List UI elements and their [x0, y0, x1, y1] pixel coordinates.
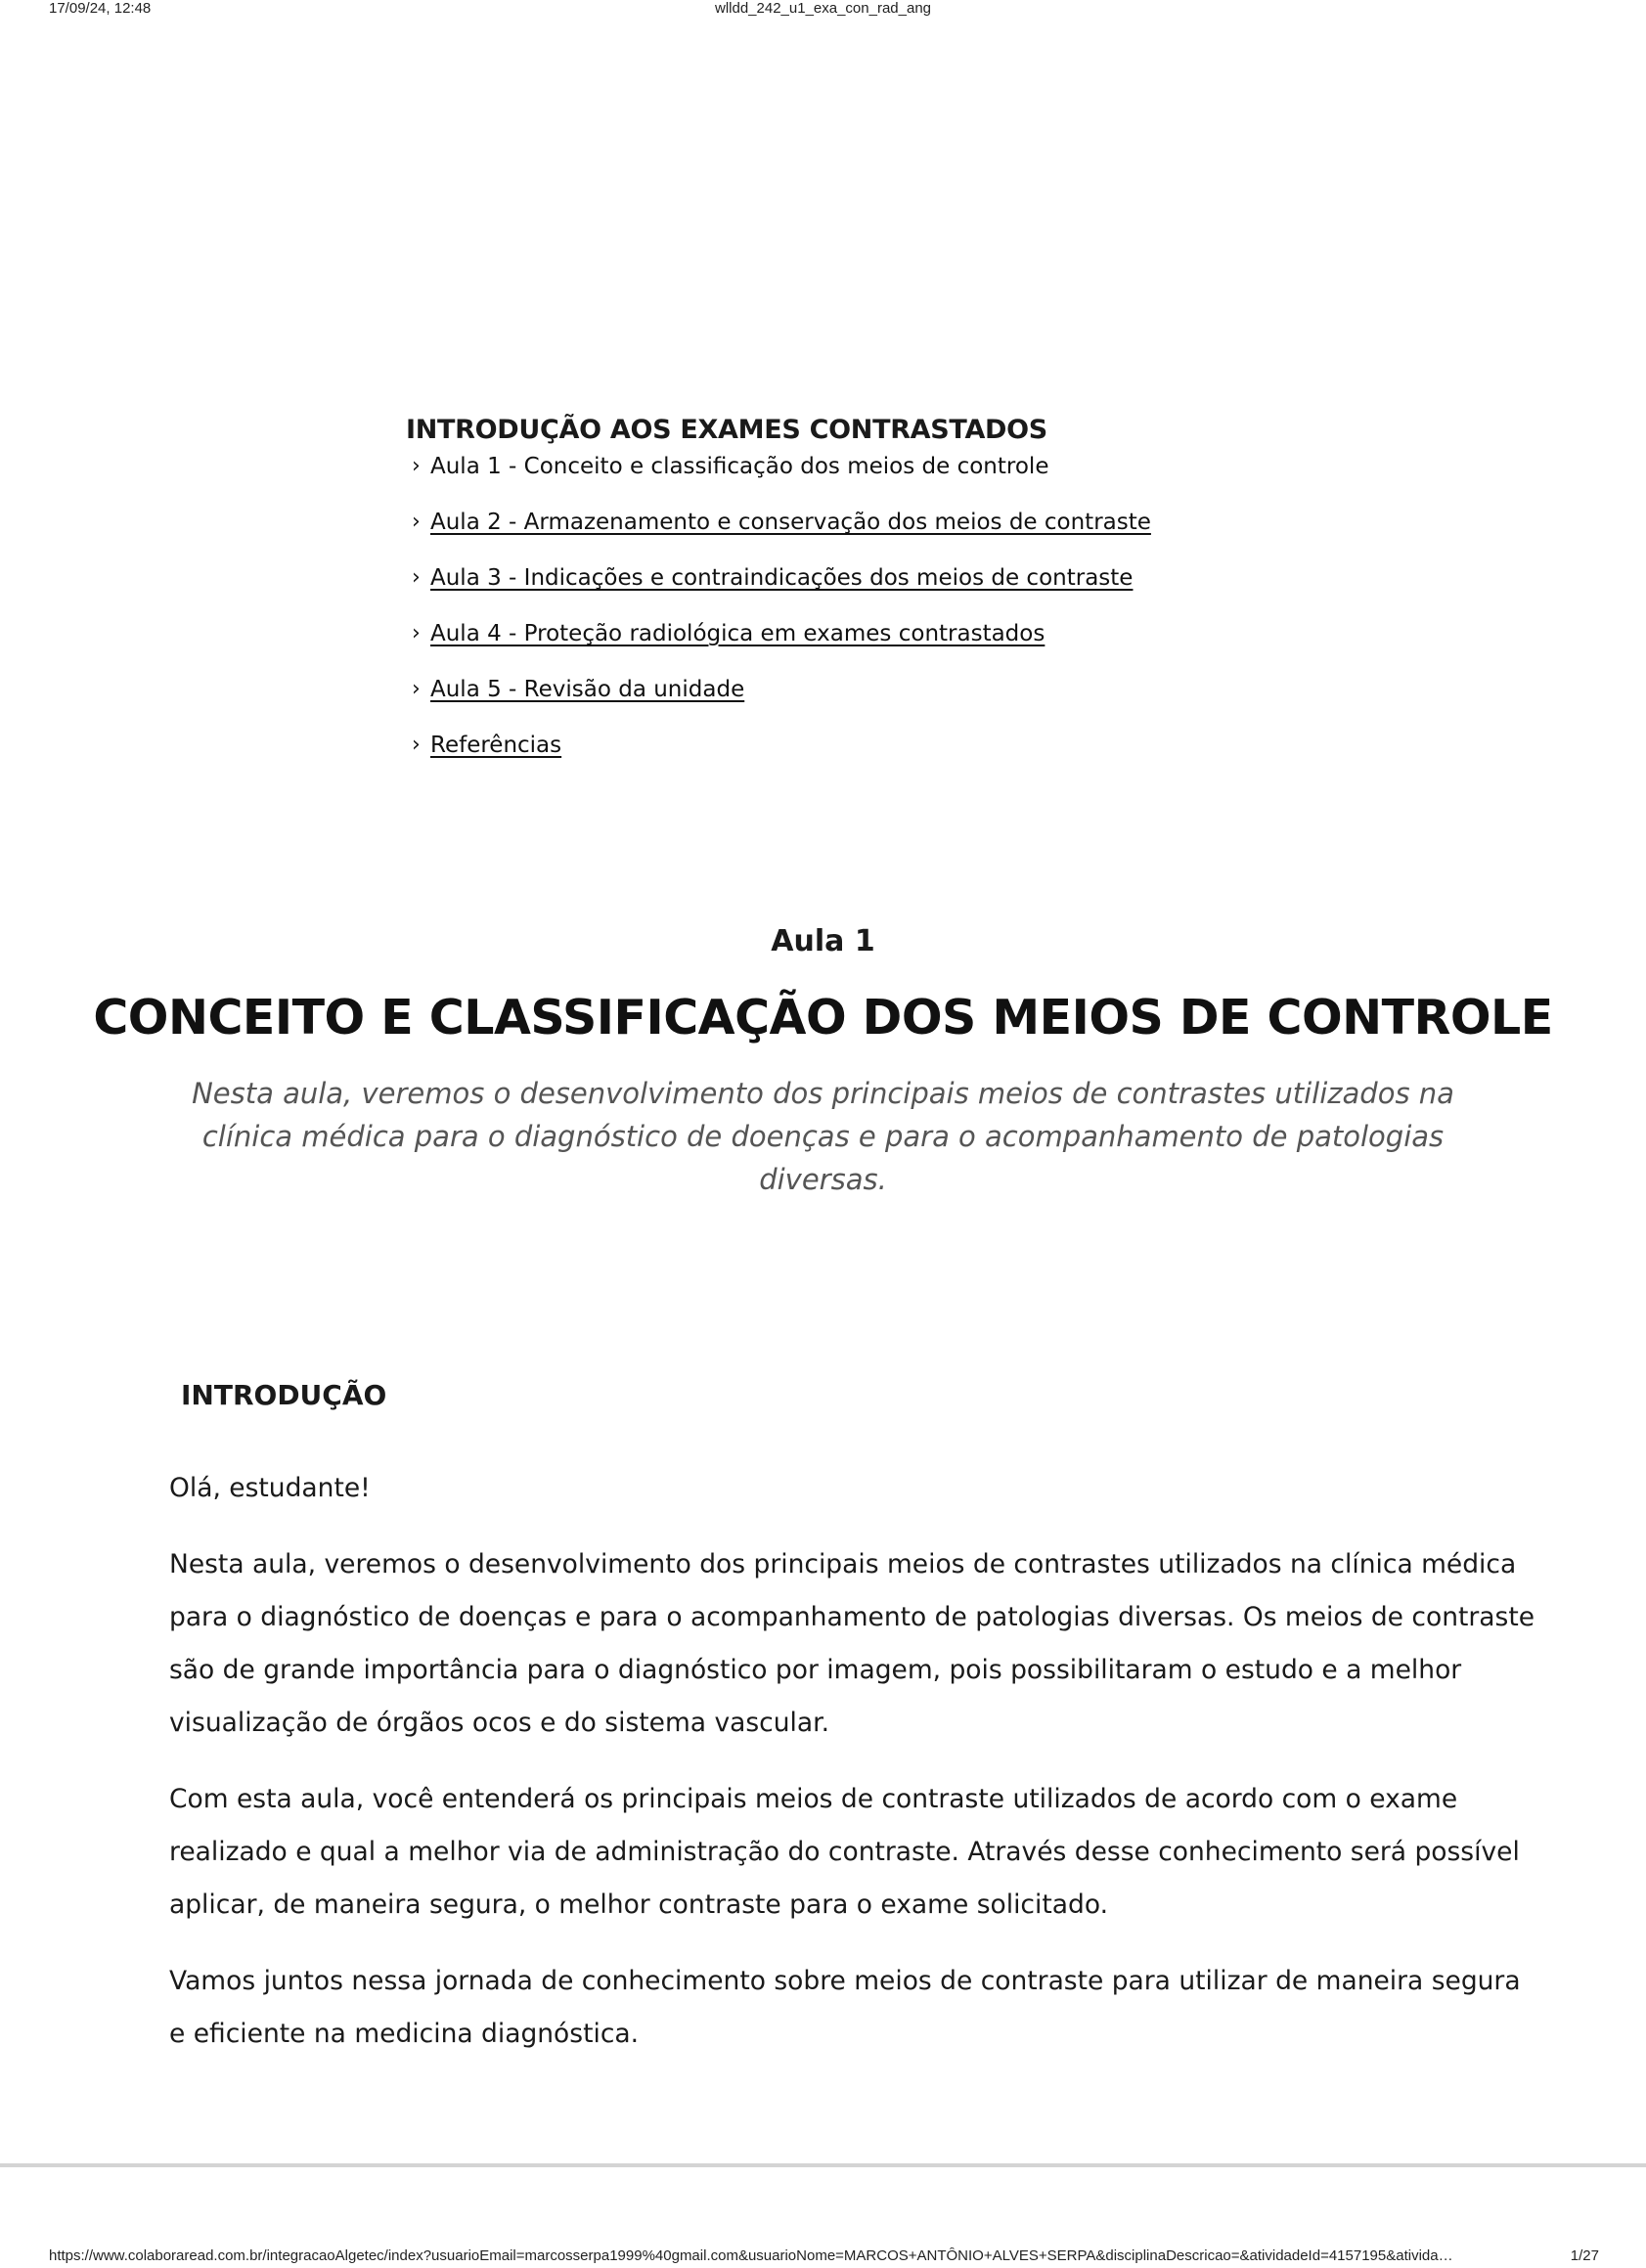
lesson-title: CONCEITO E CLASSIFICAÇÃO DOS MEIOS DE CONTROLE	[93, 990, 1553, 1045]
chevron-right-icon: ›	[412, 677, 421, 701]
page-number: 1/27	[1570, 2247, 1599, 2264]
menu-item-aula-3[interactable]	[406, 561, 1286, 617]
lesson-menu-list	[406, 450, 1286, 784]
footer-divider	[0, 2163, 1646, 2167]
menu-link-aula-5[interactable]: Aula 5 - Revisão da unidade	[430, 677, 745, 702]
chevron-right-icon: ›	[412, 565, 421, 590]
menu-item-aula-4[interactable]	[406, 617, 1286, 673]
menu-item-aula-2[interactable]	[406, 506, 1286, 561]
menu-item-referencias[interactable]	[406, 729, 1286, 784]
menu-item-aula-5[interactable]	[406, 673, 1286, 729]
print-footer	[0, 2247, 1646, 2267]
intro-paragraph: Vamos juntos nessa jornada de conhecimento sobre meios de contraste para utilizar de maneira segura e eficiente na medicina diagnóstica.	[169, 1966, 1521, 2049]
unit-title: INTRODUÇÃO AOS EXAMES CONTRASTADOS	[406, 415, 1047, 445]
chevron-right-icon: ›	[412, 510, 421, 534]
unit-menu	[406, 411, 1286, 784]
intro-body	[169, 1462, 1538, 2084]
chevron-right-icon: ›	[412, 454, 421, 478]
intro-heading: INTRODUÇÃO	[181, 1379, 387, 1411]
print-url: https://www.colaboraread.com.br/integracaoAlgetec/index?usuarioEmail=marcosserpa1999%40gmail.com&usuarioNome=MARCOS+ANTÔNIO+ALVES+SERPA&disciplinaDescricao=&atividadeId=4157195&ativida…	[49, 2247, 1453, 2264]
menu-link-aula-4[interactable]: Aula 4 - Proteção radiológica em exames contrastados	[430, 621, 1045, 646]
print-datetime: 17/09/24, 12:48	[49, 0, 152, 17]
menu-link-aula-2[interactable]: Aula 2 - Armazenamento e conservação dos meios de contraste	[430, 510, 1151, 535]
menu-link-referencias[interactable]: Referências	[430, 733, 562, 758]
print-header	[0, 0, 1646, 20]
lesson-label: Aula 1	[771, 924, 875, 958]
intro-paragraph: Nesta aula, veremos o desenvolvimento dos principais meios de contrastes utilizados na clínica médica para o diagnóstico de doenças e para o acompanhamento de patologias diversas. Os meios de contraste são de grande importância para o diagnóstico por imagem, pois possibilitaram o estudo e a melhor visualização de órgãos ocos e do sistema vascular.	[169, 1549, 1535, 1738]
chevron-right-icon: ›	[412, 733, 421, 757]
menu-link-aula-3[interactable]: Aula 3 - Indicações e contraindicações dos meios de contraste	[430, 565, 1134, 591]
menu-item-aula-1[interactable]	[406, 450, 1286, 506]
print-doc-title: wlldd_242_u1_exa_con_rad_ang	[714, 0, 932, 17]
lesson-subtitle: Nesta aula, veremos o desenvolvimento dos principais meios de contrastes utilizados na clínica médica para o diagnóstico de doenças e para o acompanhamento de patologias diversas.	[192, 1077, 1454, 1196]
intro-paragraph: Olá, estudante!	[169, 1473, 371, 1503]
chevron-right-icon: ›	[412, 621, 421, 645]
intro-paragraph: Com esta aula, você entenderá os principais meios de contraste utilizados de acordo com o exame realizado e qual a melhor via de administração do contraste. Através desse conhecimento será possível aplicar, de maneira segura, o melhor contraste para o exame solicitado.	[169, 1784, 1520, 1920]
menu-link-aula-1[interactable]: Aula 1 - Conceito e classificação dos meios de controle	[430, 454, 1049, 479]
